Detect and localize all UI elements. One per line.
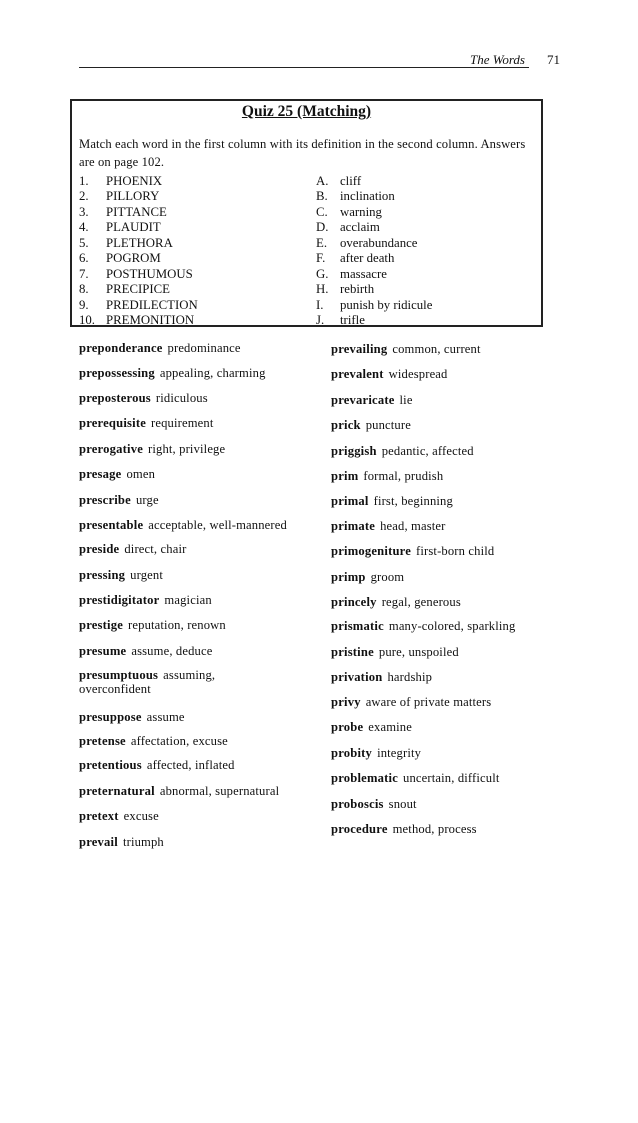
- glossary-word: preposterous: [79, 391, 151, 405]
- glossary-definition: first, beginning: [373, 494, 453, 508]
- glossary-entry: [79, 668, 284, 696]
- glossary-word: prestige: [79, 618, 124, 632]
- glossary-definition: assume, deduce: [131, 644, 213, 658]
- glossary-word: priggish: [331, 444, 377, 458]
- quiz-word-item: [79, 298, 198, 314]
- glossary-word: pretense: [79, 734, 126, 748]
- glossary-word: probity: [331, 746, 373, 760]
- glossary-entry: [331, 544, 494, 558]
- quiz-word: PLETHORA: [106, 235, 173, 250]
- glossary-entry: [331, 746, 421, 760]
- glossary-definition: regal, generous: [381, 595, 461, 609]
- glossary-definition: hardship: [387, 670, 433, 684]
- glossary-word: prismatic: [331, 619, 384, 633]
- glossary-word: prevailing: [331, 342, 388, 356]
- glossary-word: pretext: [79, 809, 119, 823]
- quiz-box: [70, 99, 543, 327]
- glossary-definition: urgent: [130, 568, 164, 582]
- glossary-entry: [79, 784, 279, 798]
- quiz-definition-item: [316, 282, 374, 298]
- glossary-word: preside: [79, 542, 120, 556]
- quiz-instructions: Match each word in the first column with its definition in the second column. Answers are on page 102.: [79, 137, 526, 169]
- glossary-entry: [331, 619, 515, 633]
- glossary-word: privation: [331, 670, 383, 684]
- quiz-word-item: [79, 236, 173, 252]
- glossary-entry: [79, 442, 225, 456]
- glossary-definition: affected, inflated: [146, 758, 235, 772]
- quiz-word-item: [79, 267, 193, 283]
- quiz-definition: after death: [340, 251, 395, 266]
- glossary-definition: assuming, overconfident: [79, 668, 216, 696]
- quiz-definition: trifle: [340, 313, 365, 328]
- glossary-entry: [331, 519, 446, 533]
- glossary-definition: lie: [399, 393, 413, 407]
- quiz-word-item: [79, 313, 194, 329]
- quiz-definition: punish by ridicule: [340, 297, 433, 312]
- quiz-definition-letter: F.: [316, 251, 326, 266]
- glossary-entry: [79, 416, 214, 430]
- glossary-word: problematic: [331, 771, 399, 785]
- quiz-title: Quiz 25 (Matching): [241, 103, 372, 120]
- glossary-entry: [331, 797, 417, 811]
- glossary-entry: [331, 595, 461, 609]
- quiz-definition: warning: [340, 204, 382, 219]
- glossary-word: presumptuous: [79, 668, 159, 682]
- glossary-definition: ridiculous: [155, 391, 208, 405]
- glossary-entry: [79, 366, 266, 380]
- quiz-definition-item: [316, 189, 395, 205]
- glossary-entry: [79, 341, 241, 355]
- glossary-definition: triumph: [122, 835, 164, 849]
- glossary-word: primal: [331, 494, 369, 508]
- page-number: 71: [547, 52, 560, 67]
- glossary-definition: common, current: [392, 342, 481, 356]
- quiz-word-item: [79, 220, 161, 236]
- quiz-word-number: 6.: [79, 251, 89, 266]
- glossary-entry: [79, 734, 228, 748]
- glossary-entry: [331, 695, 491, 709]
- glossary-definition: puncture: [365, 418, 411, 432]
- glossary-word: primogeniture: [331, 544, 412, 558]
- glossary-definition: first-born child: [416, 544, 495, 558]
- quiz-definition-item: [316, 174, 361, 190]
- glossary-word: proboscis: [331, 797, 384, 811]
- glossary-word: prevaricate: [331, 393, 395, 407]
- glossary-word: procedure: [331, 822, 388, 836]
- glossary-entry: [331, 771, 500, 785]
- glossary-word: presume: [79, 644, 127, 658]
- glossary-definition: uncertain, difficult: [403, 771, 500, 785]
- quiz-word: POSTHUMOUS: [106, 266, 193, 281]
- quiz-word-item: [79, 251, 161, 267]
- quiz-word: PRECIPICE: [106, 282, 170, 297]
- quiz-definition: inclination: [340, 189, 395, 204]
- glossary-entry: [331, 570, 404, 584]
- quiz-definition-letter: C.: [316, 204, 328, 219]
- glossary-definition: affectation, excuse: [130, 734, 228, 748]
- glossary-definition: direct, chair: [124, 542, 187, 556]
- glossary-definition: omen: [126, 467, 156, 481]
- glossary-definition: requirement: [151, 416, 214, 430]
- glossary-definition: snout: [388, 797, 417, 811]
- quiz-definition: rebirth: [340, 282, 375, 297]
- glossary-definition: predominance: [167, 341, 241, 355]
- glossary-entry: [331, 367, 448, 381]
- glossary-word: prescribe: [79, 493, 131, 507]
- glossary-word: primate: [331, 519, 376, 533]
- quiz-definition: acclaim: [340, 220, 380, 235]
- quiz-word-number: 2.: [79, 189, 89, 204]
- glossary-definition: assume: [146, 710, 185, 724]
- glossary-word: preponderance: [79, 341, 163, 355]
- glossary-word: preternatural: [79, 784, 155, 798]
- glossary-definition: aware of private matters: [365, 695, 492, 709]
- quiz-definition-letter: G.: [316, 266, 329, 281]
- glossary-entry: [79, 391, 208, 405]
- quiz-definition-letter: B.: [316, 189, 328, 204]
- glossary-entry: [331, 418, 411, 432]
- quiz-word-number: 4.: [79, 220, 89, 235]
- quiz-definition-letter: E.: [316, 235, 328, 250]
- glossary-word: pretentious: [79, 758, 142, 772]
- quiz-definition-item: [316, 267, 387, 283]
- glossary-definition: right, privilege: [148, 442, 226, 456]
- glossary-entry: [331, 670, 432, 684]
- glossary-definition: head, master: [380, 519, 446, 533]
- glossary-word: presuppose: [79, 710, 142, 724]
- quiz-definition-letter: H.: [316, 282, 329, 297]
- glossary-definition: many-colored, sparkling: [388, 619, 516, 633]
- glossary-word: pristine: [331, 645, 374, 659]
- glossary-word: prick: [331, 418, 361, 432]
- glossary-word: primp: [331, 570, 366, 584]
- quiz-word-number: 9.: [79, 297, 89, 312]
- glossary-entry: [79, 593, 212, 607]
- glossary-word: princely: [331, 595, 377, 609]
- quiz-definition-item: [316, 298, 432, 314]
- glossary-word: privy: [331, 695, 361, 709]
- header-rule: [79, 67, 529, 68]
- quiz-word-item: [79, 282, 170, 298]
- glossary-entry: [79, 467, 155, 481]
- quiz-word-number: 10.: [79, 313, 95, 328]
- quiz-word-number: 1.: [79, 174, 89, 188]
- quiz-definition-item: [316, 220, 380, 236]
- quiz-definition-letter: A.: [316, 174, 329, 188]
- quiz-definition-letter: J.: [316, 313, 325, 328]
- running-title: The Words: [469, 52, 525, 67]
- glossary-definition: pure, unspoiled: [378, 645, 459, 659]
- quiz-definition-item: [316, 313, 365, 329]
- glossary-entry: [79, 710, 185, 724]
- glossary-word: pressing: [79, 568, 126, 582]
- glossary-word: prevail: [79, 835, 118, 849]
- glossary-definition: abnormal, supernatural: [159, 784, 280, 798]
- quiz-definition: overabundance: [340, 235, 418, 250]
- glossary-entry: [79, 618, 226, 632]
- quiz-word: PLAUDIT: [106, 220, 161, 235]
- quiz-word: POGROM: [106, 251, 161, 266]
- quiz-definition-item: [316, 205, 382, 221]
- glossary-definition: magician: [164, 593, 212, 607]
- quiz-word: PILLORY: [106, 189, 160, 204]
- glossary-entry: [79, 568, 163, 582]
- glossary-definition: excuse: [123, 809, 159, 823]
- glossary-entry: [79, 493, 159, 507]
- glossary-word: prim: [331, 469, 359, 483]
- quiz-word-item: [79, 174, 162, 190]
- glossary-definition: widespread: [388, 367, 448, 381]
- page-header: [79, 52, 560, 68]
- quiz-word-item: [79, 189, 159, 205]
- glossary-entry: [331, 822, 477, 836]
- quiz-word: PHOENIX: [106, 174, 163, 188]
- glossary-definition: examine: [368, 720, 412, 734]
- quiz-word-number: 7.: [79, 266, 89, 281]
- glossary-definition: groom: [370, 570, 405, 584]
- glossary-word: prepossessing: [79, 366, 155, 380]
- quiz-word: PREMONITION: [106, 313, 195, 328]
- quiz-definition-letter: I.: [316, 297, 324, 312]
- glossary-word: presentable: [79, 518, 144, 532]
- glossary-definition: formal, prudish: [363, 469, 444, 483]
- glossary-entry: [79, 835, 164, 849]
- glossary-entry: [331, 393, 413, 407]
- glossary-entry: [331, 720, 412, 734]
- glossary-entry: [79, 758, 235, 772]
- quiz-definition-letter: D.: [316, 220, 329, 235]
- quiz-definition: cliff: [340, 174, 362, 188]
- glossary-word: prevalent: [331, 367, 384, 381]
- quiz-word-number: 3.: [79, 204, 89, 219]
- glossary-word: prerequisite: [79, 416, 146, 430]
- glossary-word: prerogative: [79, 442, 143, 456]
- quiz-word-item: [79, 205, 167, 221]
- glossary-definition: appealing, charming: [159, 366, 266, 380]
- quiz-word: PREDILECTION: [106, 297, 198, 312]
- quiz-definition-item: [316, 251, 394, 267]
- glossary-entry: [79, 518, 287, 532]
- quiz-word: PITTANCE: [106, 204, 167, 219]
- glossary-definition: method, process: [392, 822, 477, 836]
- glossary-definition: pedantic, affected: [381, 444, 474, 458]
- quiz-word-number: 5.: [79, 235, 89, 250]
- quiz-definition: massacre: [340, 266, 387, 281]
- glossary-word: presage: [79, 467, 122, 481]
- glossary-entry: [79, 644, 212, 658]
- glossary-entry: [331, 469, 443, 483]
- glossary-entry: [79, 809, 159, 823]
- glossary-definition: urge: [135, 493, 159, 507]
- glossary-entry: [331, 494, 453, 508]
- glossary-definition: acceptable, well-mannered: [148, 518, 287, 532]
- quiz-definition-item: [316, 236, 417, 252]
- quiz-word-number: 8.: [79, 282, 89, 297]
- glossary-entry: [331, 645, 459, 659]
- glossary-entry: [331, 342, 481, 356]
- glossary-definition: integrity: [377, 746, 422, 760]
- glossary-entry: [331, 444, 474, 458]
- glossary-entry: [79, 542, 186, 556]
- glossary-definition: reputation, renown: [128, 618, 226, 632]
- glossary-word: prestidigitator: [79, 593, 160, 607]
- glossary-word: probe: [331, 720, 364, 734]
